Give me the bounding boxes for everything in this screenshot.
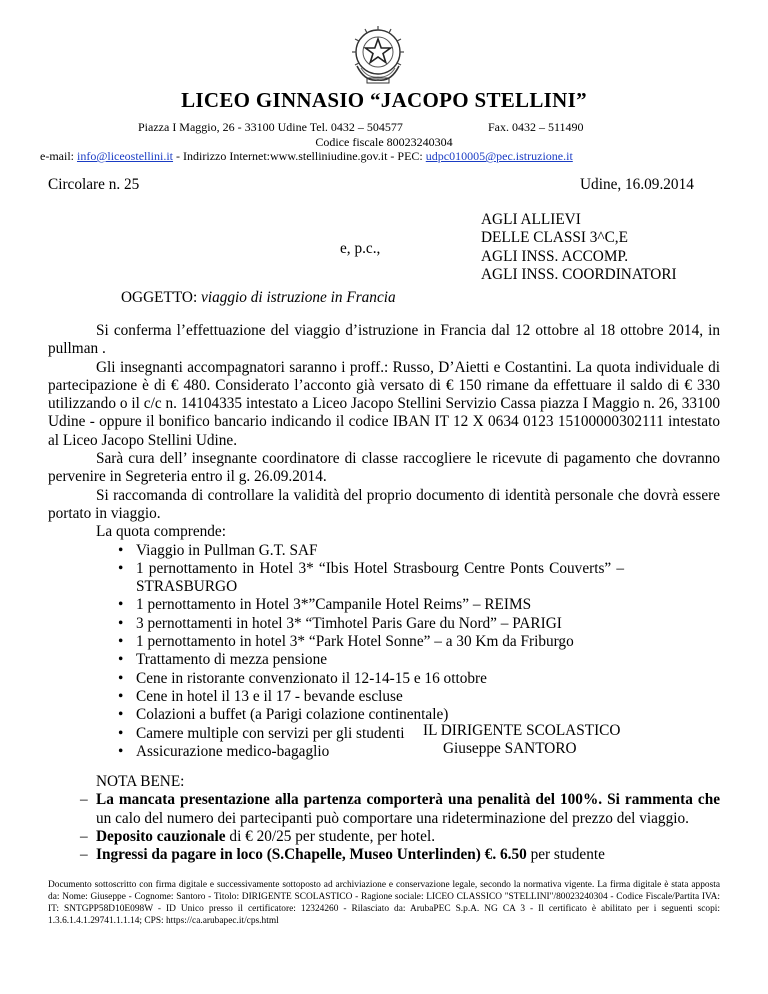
bullet-icon: • [118, 596, 124, 614]
list-item: • 1 pernottamento in Hotel 3* “Ibis Hotel Strasbourg Centre Ponts Couverts” – STRASBURGO [118, 559, 624, 596]
school-name: LICEO GINNASIO “JACOPO STELLINI” [181, 88, 587, 112]
signature-block [423, 722, 620, 758]
list-item: – Deposito cauzionale di € 20/25 per studente, per hotel. [80, 827, 436, 845]
bullet-icon: • [118, 633, 124, 651]
list-item: – La mancata presentazione alla partenza comporterà una penalità del 100%. Si rammenta che un calo del numero dei partecipanti può comportare una rideterminazione del prezzo del viaggio. [80, 791, 720, 827]
subject-text: viaggio di istruzione in Francia [201, 289, 396, 306]
paragraph-documents: Si raccomanda di controllare la validità del proprio documento di identità personale che dovrà essere portato in viaggio. [48, 486, 720, 522]
list-item: • Assicurazione medico-bagaglio [118, 742, 330, 760]
signature-name: Giuseppe SANTORO [443, 740, 577, 757]
dash-icon: – [80, 846, 88, 864]
includes-title: La quota comprende: [96, 523, 226, 541]
signature-role: IL DIRIGENTE SCOLASTICO [423, 722, 621, 739]
paragraph-confirmation: Si conferma l’effettuazione del viaggio d’istruzione in Francia dal 12 ottobre al 18 ottobre 2014, in pullman . [48, 322, 720, 358]
bullet-icon: • [118, 541, 124, 559]
bullet-icon: • [118, 706, 124, 724]
fax-number: Fax. 0432 – 511490 [488, 120, 584, 134]
subject-label: OGGETTO: [121, 289, 198, 306]
bullet-icon: • [118, 742, 124, 760]
cc-label: e, p.c., [340, 240, 381, 257]
bullet-icon: • [118, 724, 124, 742]
email-label: e-mail: [40, 149, 74, 163]
recipient-line: DELLE CLASSI 3^C,E [481, 229, 628, 247]
pec-link[interactable]: udpc010005@pec.istruzione.it [425, 149, 573, 163]
email-link[interactable]: info@liceostellini.it [76, 149, 174, 163]
list-item: • Camere multiple con servizi per gli studenti [118, 724, 405, 742]
contact-line [40, 149, 573, 163]
recipient-line: AGLI INSS. ACCOMP. [481, 247, 629, 265]
list-item: – Ingressi da pagare in loco (S.Chapelle, Museo Unterlinden) €. 6.50 per studente [80, 846, 605, 864]
fiscal-code: Codice fiscale 80023240304 [315, 135, 453, 149]
circular-number: Circolare n. 25 [48, 176, 140, 193]
paragraph-receipts: Sarà cura dell’ insegnante coordinatore di classe raccogliere le ricevute di pagamento che dovranno pervenire in Segreteria entro il g. 26.09.2014. [48, 450, 720, 486]
digital-signature-footer: Documento sottoscritto con firma digitale e successivamente sottoposto ad archiviazione e conservazione legale, secondo la normativa vigente. La firma digitale è stata apposta da: Nome: Giuseppe - Cognome: Santoro - Titolo: DIRIGENTE SCOLASTICO - Ragione sociale: LICEO CLASSICO "STELLINI"/80023240304 - Codice Fiscale/Partita IVA: IT: SNTGPP58D10E098W - ID Unico presso il certificatore: 12324260 - Rilasciato da: ArubaPEC S.p.A. NG CA 3 - Il certificato è abilitato per i seguenti scopi: 1.3.6.1.4.1.29741.1.1.14; CPS: https://ca.arubapec.it/cps.html [48, 880, 720, 926]
bullet-icon: • [118, 614, 124, 632]
list-item: • 1 pernottamento in hotel 3* “Park Hotel Sonne” – a 30 Km da Friburgo [118, 633, 574, 651]
bullet-icon: • [118, 651, 124, 669]
list-item: • Trattamento di mezza pensione [118, 651, 328, 669]
paragraph-payment: Gli insegnanti accompagnatori saranno i proff.: Russo, D’Aietti e Costantini. La quota individuale di partecipazione è di € 480. Considerato l’acconto già versato di € 150 rimane da effettuare il saldo di € 330 utilizzando o il c/c n. 14104335 intestato a Liceo Jacopo Stellini Servizio Cassa piazza I Maggio n. 26, 33100 Udine - oppure il bonifico bancario indicando il codice IBAN IT 12 X 0634 0123 15100000302111 intestato al Liceo Jacopo Stellini Udine. [48, 358, 720, 449]
dash-icon: – [80, 791, 88, 809]
bullet-icon: • [118, 669, 124, 687]
recipient-line: AGLI INSS. COORDINATORI [481, 265, 677, 283]
list-item: • 1 pernottamento in Hotel 3*”Campanile Hotel Reims” – REIMS [118, 596, 532, 614]
bullet-icon: • [118, 687, 124, 705]
internet-address: - Indirizzo Internet:www.stelliniudine.gov.it - PEC: [176, 149, 423, 163]
dash-icon: – [80, 827, 88, 845]
notes-list [48, 791, 720, 864]
notes-title: NOTA BENE: [96, 773, 185, 790]
list-item: • 3 pernottamenti in hotel 3* “Timhotel Paris Gare du Nord” – PARIGI [118, 614, 562, 632]
address-line: Piazza I Maggio, 26 - 33100 Udine Tel. 0432 – 504577 [138, 120, 403, 134]
place-date: Udine, 16.09.2014 [580, 176, 694, 193]
recipient-line: AGLI ALLIEVI [481, 211, 581, 228]
list-item: • Viaggio in Pullman G.T. SAF [118, 541, 318, 559]
list-item: • Colazioni a buffet (a Parigi colazione continentale) [118, 706, 449, 724]
list-item: • Cene in hotel il 13 e il 17 - bevande escluse [118, 687, 403, 705]
subject-line [121, 289, 396, 307]
letter-body [48, 322, 720, 761]
bullet-icon: • [118, 559, 124, 577]
list-item: • Cene in ristorante convenzionato il 12-14-15 e 16 ottobre [118, 669, 487, 687]
republic-emblem-icon [345, 22, 411, 88]
recipients-block [481, 211, 677, 284]
notes-block [48, 773, 720, 864]
